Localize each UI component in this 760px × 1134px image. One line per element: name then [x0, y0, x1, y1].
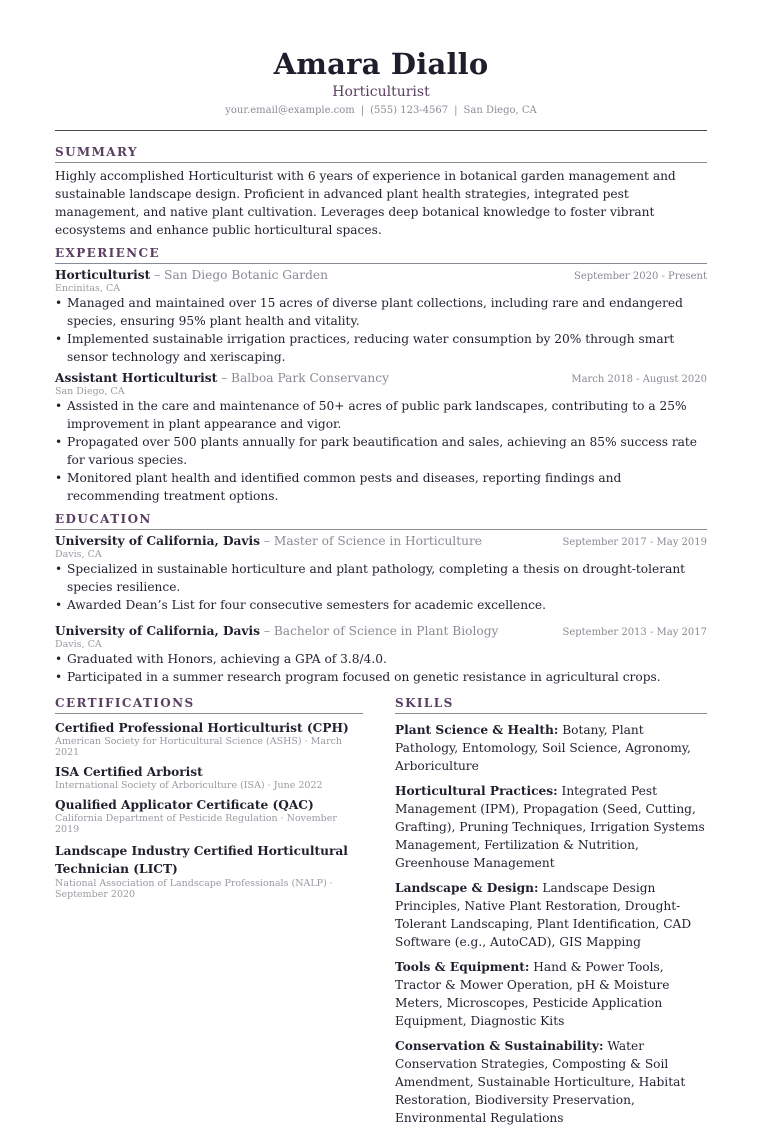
experience-entry	[55, 268, 707, 366]
skill-list: Water Conservation Strategies, Composting & Soil Amendment, Sustainable Horticulture, Habitat Restoration, Biodiversity Preservation, Environmental Regulations	[395, 1039, 686, 1125]
bullet-item: • Specialized in sustainable horticulture and plant pathology, completing a thesis on drought-tolerant species resilience.	[67, 560, 707, 596]
section-title-skills: SKILLS	[395, 696, 454, 710]
job-employer: San Diego Botanic Garden	[164, 268, 328, 282]
experience-section	[55, 246, 707, 505]
certification-name: Landscape Industry Certified Horticultural Technician (LICT)	[55, 844, 348, 876]
entry-header: Assistant Horticulturist – Balboa Park Conservancy March 2018 - August 2020	[55, 371, 707, 385]
candidate-role: Horticulturist	[332, 84, 430, 100]
entry-header: Horticulturist – San Diego Botanic Garden September 2020 - Present	[55, 268, 707, 282]
summary-section	[55, 145, 707, 239]
contact-line	[55, 104, 707, 118]
skill-list: Botany, Plant Pathology, Entomology, Soil Science, Agronomy, Arboriculture	[395, 723, 691, 773]
school-location: Davis, CA	[55, 549, 102, 560]
contact-separator: |	[360, 105, 365, 116]
section-title-experience: EXPERIENCE	[55, 246, 161, 260]
certifications-section	[55, 696, 363, 1134]
two-column-area	[55, 696, 707, 1134]
bullet-item: • Monitored plant health and identified common pests and diseases, reporting findings and recommending treatment options.	[67, 469, 707, 505]
entry-header: University of California, Davis – Master of Science in Horticulture September 2017 - May 2019	[55, 534, 707, 548]
candidate-name: Amara Diallo	[273, 47, 489, 81]
skill-list: Integrated Pest Management (IPM), Propagation (Seed, Cutting, Grafting), Pruning Techniques, Irrigation Systems Management, Fertilization & Nutrition, Greenhouse Management	[395, 784, 705, 870]
skill-group	[395, 721, 707, 775]
bullet-item: • Awarded Dean’s List for four consecutive semesters for academic excellence.	[67, 596, 707, 614]
skill-list: Hand & Power Tools, Tractor & Mower Operation, pH & Moisture Meters, Microscopes, Pesticide Application Equipment, Diagnostic Kits	[395, 960, 670, 1028]
certification-item	[55, 765, 363, 791]
education-section	[55, 512, 707, 686]
job-title: Assistant Horticulturist	[55, 371, 218, 385]
skill-group	[395, 1037, 707, 1127]
skill-group	[395, 782, 707, 872]
certification-name: Certified Professional Horticulturist (CPH)	[55, 721, 349, 735]
education-dates: September 2017 - May 2019	[562, 537, 707, 548]
job-location: San Diego, CA	[55, 386, 125, 397]
skill-category: Tools & Equipment:	[395, 960, 530, 974]
skill-list: Landscape Design Principles, Native Plant Restoration, Drought-Tolerant Landscaping, Plant Identification, CAD Software (e.g., AutoCAD), GIS Mapping	[395, 881, 692, 949]
certification-name: ISA Certified Arborist	[55, 765, 203, 779]
bullet-item: • Assisted in the care and maintenance of 50+ acres of public park landscapes, contributing to a 25% improvement in plant appearance and vigor.	[67, 397, 707, 433]
section-title-education: EDUCATION	[55, 512, 152, 526]
skills-section	[395, 696, 707, 1134]
skill-category: Horticultural Practices:	[395, 784, 558, 798]
degree-name: Master of Science in Horticulture	[273, 534, 482, 548]
certification-name: Qualified Applicator Certificate (QAC)	[55, 798, 314, 812]
section-title-certifications: CERTIFICATIONS	[55, 696, 195, 710]
resume-page	[55, 46, 707, 1134]
certification-meta: International Society of Arboriculture (ISA) · June 2022	[55, 780, 323, 791]
skill-category: Conservation & Sustainability:	[395, 1039, 604, 1053]
certification-meta: National Association of Landscape Professionals (NALP) · September 2020	[55, 878, 333, 900]
job-location: Encinitas, CA	[55, 283, 121, 294]
certification-item	[55, 721, 363, 758]
bullet-item: • Managed and maintained over 15 acres of diverse plant collections, including rare and endangered species, ensuring 95% plant health and vitality.	[67, 294, 707, 330]
education-bullets	[55, 650, 707, 686]
certification-meta: California Department of Pesticide Regulation · November 2019	[55, 813, 337, 835]
section-divider	[395, 713, 707, 714]
section-divider	[55, 263, 707, 264]
job-dates: September 2020 - Present	[574, 271, 707, 282]
entry-header: University of California, Davis – Bachelor of Science in Plant Biology September 2013 - May 2017	[55, 624, 707, 638]
header-divider	[55, 130, 707, 131]
education-bullets	[55, 560, 707, 614]
bullet-item: • Propagated over 500 plants annually for park beautification and sales, achieving an 85% success rate for various species.	[67, 433, 707, 469]
section-title-summary: SUMMARY	[55, 145, 138, 159]
job-dates: March 2018 - August 2020	[571, 374, 707, 385]
bullet-item: • Participated in a summer research program focused on genetic resistance in agricultural crops.	[67, 668, 707, 686]
education-entry	[55, 624, 707, 686]
contact-phone[interactable]: (555) 123-4567	[370, 105, 449, 116]
job-title: Horticulturist	[55, 268, 151, 282]
section-divider	[55, 713, 363, 714]
certification-meta: American Society for Horticultural Science (ASHS) · March 2021	[55, 736, 343, 758]
experience-entry	[55, 371, 707, 505]
bullet-item: • Implemented sustainable irrigation practices, reducing water consumption by 20% through smart sensor technology and xeriscaping.	[67, 330, 707, 366]
certification-item	[55, 842, 363, 900]
certification-item	[55, 798, 363, 835]
job-bullets	[55, 397, 707, 505]
skill-group	[395, 958, 707, 1030]
school-name: University of California, Davis	[55, 534, 260, 548]
summary-text: Highly accomplished Horticulturist with 6 years of experience in botanical garden management and sustainable landscape design. Proficient in advanced plant health strategies, integrated pest management, and native plant cultivation. Leverages deep botanical knowledge to foster vibrant ecosystems and enhance public horticultural spaces.	[55, 169, 676, 237]
school-location: Davis, CA	[55, 639, 102, 650]
education-entry	[55, 534, 707, 614]
section-divider	[55, 529, 707, 530]
contact-location: San Diego, CA	[463, 105, 537, 116]
school-name: University of California, Davis	[55, 624, 260, 638]
education-dates: September 2013 - May 2017	[562, 627, 707, 638]
job-employer: Balboa Park Conservancy	[231, 371, 389, 385]
section-divider	[55, 162, 707, 163]
skill-group	[395, 879, 707, 951]
job-bullets	[55, 294, 707, 366]
skill-category: Plant Science & Health:	[395, 723, 559, 737]
bullet-item: • Graduated with Honors, achieving a GPA of 3.8/4.0.	[67, 650, 707, 668]
skill-category: Landscape & Design:	[395, 881, 539, 895]
contact-separator: |	[454, 105, 458, 116]
contact-email[interactable]: your.email@example.com	[225, 105, 355, 116]
degree-name: Bachelor of Science in Plant Biology	[273, 624, 499, 638]
